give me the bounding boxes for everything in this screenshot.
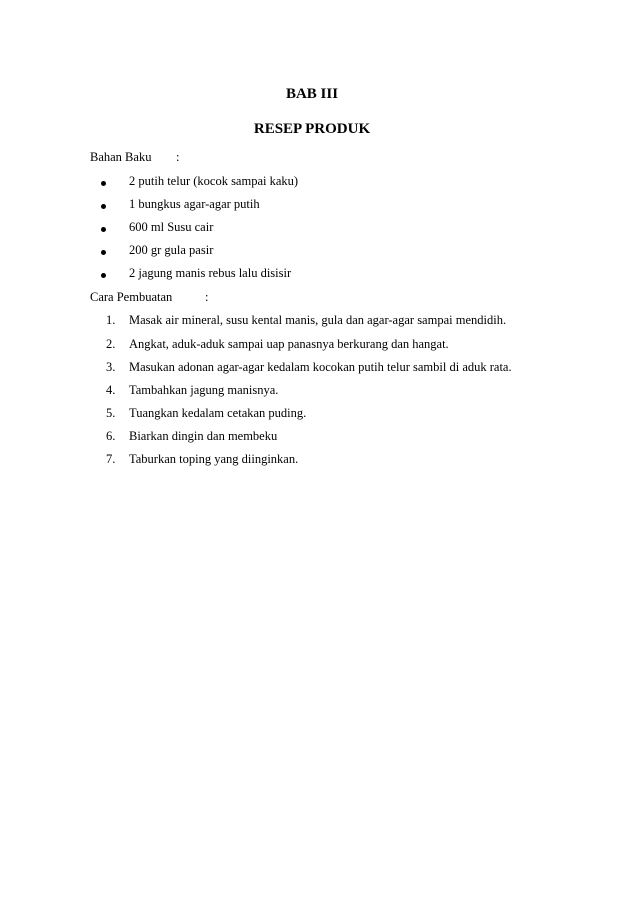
ingredient-text: 1 bungkus agar-agar putih	[129, 197, 260, 211]
bullet-icon	[101, 273, 106, 278]
cara-pembuatan-colon: :	[205, 290, 209, 304]
step-number: 7.	[106, 452, 116, 466]
step-number: 4.	[106, 383, 116, 397]
bullet-icon	[101, 250, 106, 255]
bahan-baku-label-text: Bahan Baku	[90, 150, 152, 164]
ingredient-text: 600 ml Susu cair	[129, 220, 214, 234]
bullet-icon	[101, 227, 106, 232]
ingredient-text: 2 jagung manis rebus lalu disisir	[129, 266, 292, 280]
step-text: Masak air mineral, susu kental manis, gula dan agar-agar sampai mendidih.	[129, 313, 507, 327]
step-number: 3.	[106, 360, 116, 374]
bullet-icon	[101, 204, 106, 209]
ingredient-text: 2 putih telur (kocok sampai kaku)	[129, 174, 299, 188]
step-text: Tuangkan kedalam cetakan puding.	[129, 406, 307, 420]
cara-pembuatan-label	[90, 290, 209, 305]
chapter-title: BAB III	[285, 86, 339, 102]
bahan-baku-colon: :	[176, 150, 180, 164]
step-number: 2.	[106, 337, 116, 351]
cara-pembuatan-label-text: Cara Pembuatan	[90, 290, 173, 304]
step-number: 6.	[106, 429, 116, 443]
step-text: Angkat, aduk-aduk sampai uap panasnya berkurang dan hangat.	[129, 337, 449, 351]
step-number: 5.	[106, 406, 116, 420]
step-text: Masukan adonan agar-agar kedalam kocokan putih telur sambil di aduk rata.	[129, 360, 512, 374]
step-text: Tambahkan jagung manisnya.	[129, 383, 279, 397]
step-text: Biarkan dingin dan membeku	[129, 429, 278, 443]
bahan-baku-label	[90, 150, 180, 165]
chapter-subtitle: RESEP PRODUK	[253, 121, 371, 137]
step-text: Taburkan toping yang diinginkan.	[129, 452, 299, 466]
bullet-icon	[101, 181, 106, 186]
ingredient-text: 200 gr gula pasir	[129, 243, 214, 257]
step-number: 1.	[106, 313, 116, 327]
